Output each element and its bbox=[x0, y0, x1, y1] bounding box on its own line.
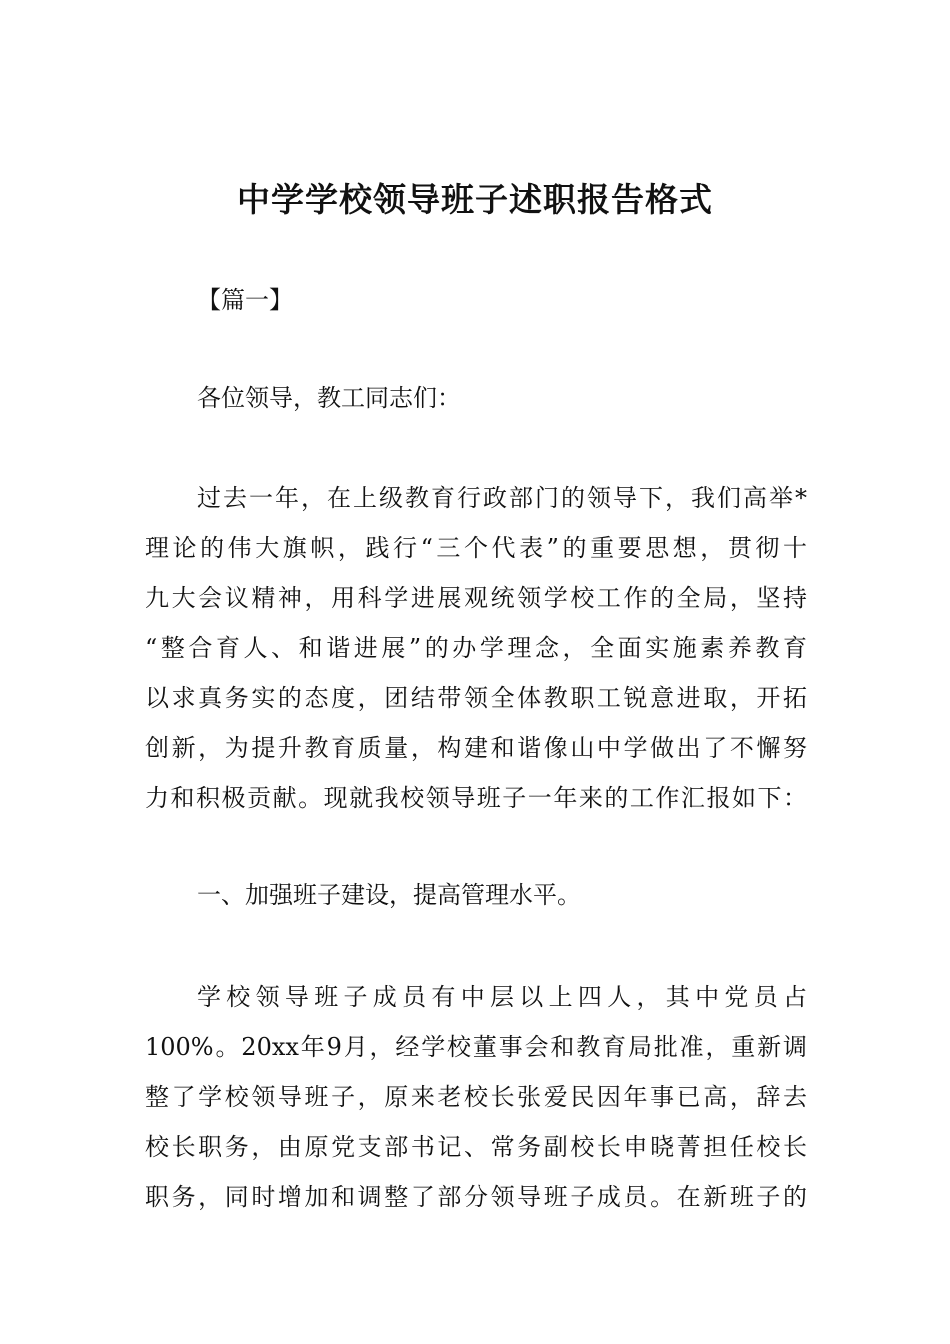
section-heading: 一、加强班子建设，提高管理水平。 bbox=[197, 881, 581, 909]
paragraph1-line: 创新，为提升教育质量，构建和谐像山中学做出了不懈努 bbox=[145, 734, 807, 762]
paragraph2-line: 100%。20xx年9月，经学校董事会和教育局批准，重新调 bbox=[145, 1033, 807, 1061]
paragraph1-line: 理论的伟大旗帜，践行“三个代表”的重要思想，贯彻十 bbox=[145, 534, 807, 562]
section-marker: 【篇一】 bbox=[197, 286, 293, 314]
paragraph1-line: 力和积极贡献。现就我校领导班子一年来的工作汇报如下： bbox=[145, 784, 807, 812]
paragraph2-line: 整了学校领导班子，原来老校长张爱民因年事已高，辞去 bbox=[145, 1083, 807, 1111]
document-title: 中学学校领导班子述职报告格式 bbox=[237, 180, 713, 219]
paragraph2-line: 职务，同时增加和调整了部分领导班子成员。在新班子的 bbox=[145, 1183, 807, 1211]
paragraph2-line: 校长职务，由原党支部书记、常务副校长申晓菁担任校长 bbox=[145, 1133, 807, 1161]
paragraph1-line: 九大会议精神，用科学进展观统领学校工作的全局，坚持 bbox=[145, 584, 807, 612]
paragraph1-line: 过去一年，在上级教育行政部门的领导下，我们高举* bbox=[197, 484, 807, 512]
paragraph2-line: 学校领导班子成员有中层以上四人，其中党员占 bbox=[197, 983, 807, 1011]
paragraph1-line: 以求真务实的态度，团结带领全体教职工锐意进取，开拓 bbox=[145, 684, 807, 712]
salutation: 各位领导，教工同志们： bbox=[197, 384, 461, 412]
paragraph1-line: “整合育人、和谐进展”的办学理念，全面实施素养教育 bbox=[145, 634, 807, 662]
